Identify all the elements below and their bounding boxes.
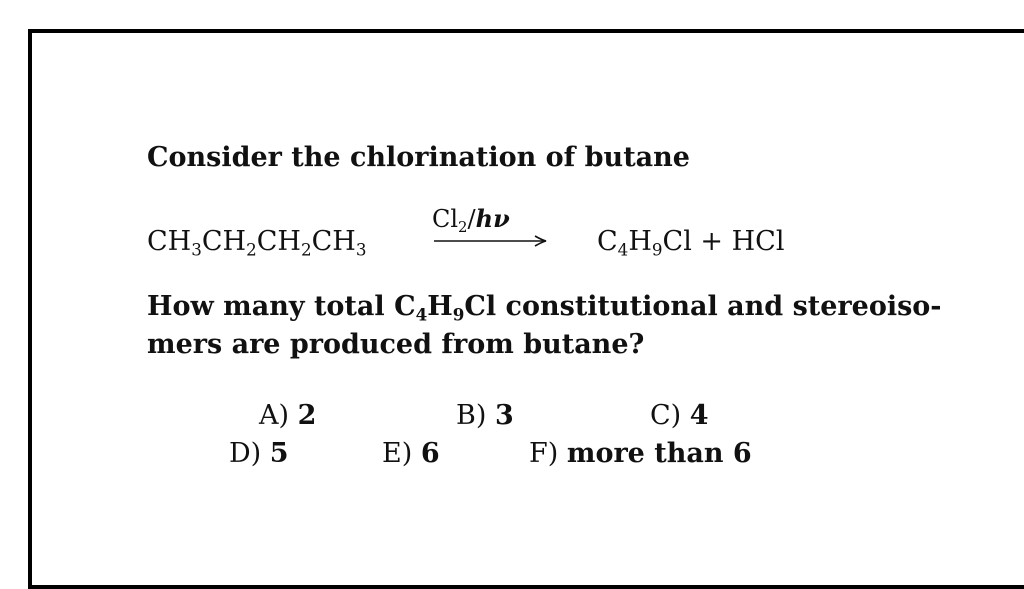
choice-a[interactable]: A) 2 — [259, 400, 317, 431]
question-line-1: How many total $C_4H_9Cl$ constitutional and stereoiso- — [147, 291, 942, 325]
question-line-2: mers are produced from butane? — [147, 329, 645, 360]
choice-d[interactable]: D) 5 — [229, 438, 289, 469]
reaction-equation — [147, 204, 947, 262]
right-arrow-icon — [432, 234, 550, 248]
choice-c[interactable]: C) 4 — [650, 400, 709, 431]
choice-b[interactable]: B) 3 — [456, 400, 514, 431]
choice-e[interactable]: E) 6 — [382, 438, 440, 469]
reaction-arrow — [432, 204, 550, 254]
reagent-label: $Cl_2/h\nu$ — [432, 204, 510, 236]
reactant-formula: $CH_3CH_2CH_2CH_3$ — [147, 226, 367, 260]
choice-f[interactable]: F) more than 6 — [529, 438, 752, 469]
products-formula: $C_4H_9Cl$ + HCl — [597, 226, 785, 260]
question-text — [147, 288, 947, 364]
answer-choices — [147, 400, 947, 480]
intro-text: Consider the chlorination of butane — [147, 142, 690, 173]
